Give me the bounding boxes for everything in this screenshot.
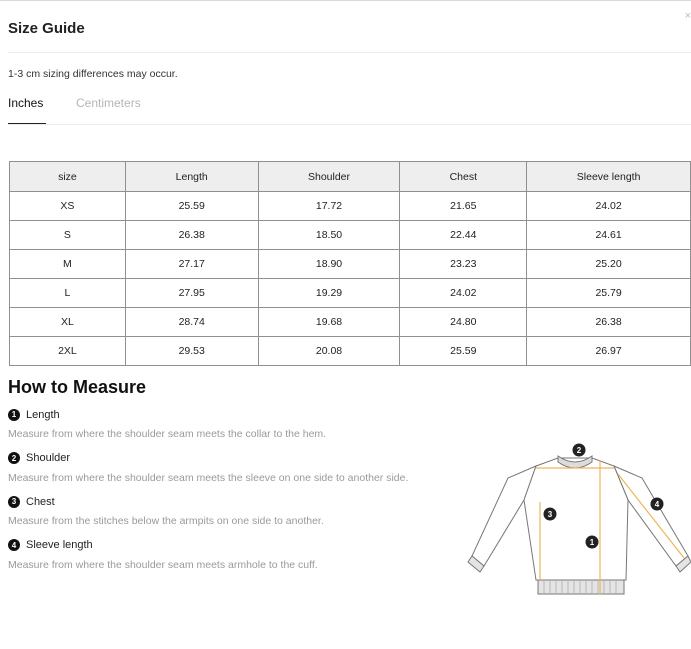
table-cell: 17.72: [258, 192, 400, 221]
table-cell: 24.80: [400, 308, 527, 337]
table-row: [10, 192, 691, 221]
tabs-divider: [8, 124, 691, 125]
table-cell: 19.68: [258, 308, 400, 337]
measure-label: Chest: [26, 495, 55, 508]
measure-item-chest: [8, 493, 468, 537]
tab-inches-label: Inches: [8, 96, 44, 110]
hem-ribbing: [538, 580, 624, 594]
sweater-measurement-diagram: [466, 438, 691, 600]
table-row: [10, 279, 691, 308]
sizing-note: 1-3 cm sizing differences may occur.: [8, 68, 178, 80]
table-row: [10, 308, 691, 337]
marker-label: 1: [589, 538, 595, 547]
table-row: [10, 221, 691, 250]
number-4-icon: 4: [8, 539, 20, 551]
column-header-length: Length: [125, 162, 258, 192]
close-button[interactable]: ×: [684, 10, 691, 22]
table-cell: S: [10, 221, 126, 250]
measure-item-shoulder: [8, 450, 468, 494]
table-row: [10, 250, 691, 279]
measure-label: Length: [26, 408, 60, 421]
table-cell: 2XL: [10, 337, 126, 366]
table-cell: 21.65: [400, 192, 527, 221]
table-cell: 26.38: [527, 308, 691, 337]
table-cell: L: [10, 279, 126, 308]
table-cell: 24.61: [527, 221, 691, 250]
table-cell: 25.79: [527, 279, 691, 308]
measure-description: Measure from where the shoulder seam meets armhole to the cuff.: [8, 558, 318, 571]
measure-label: Shoulder: [26, 452, 71, 464]
unit-tabs: [8, 96, 691, 126]
table-cell: 28.74: [125, 308, 258, 337]
number-2-icon: 2: [8, 452, 20, 464]
tab-inches[interactable]: [8, 96, 43, 118]
table-cell: 27.17: [125, 250, 258, 279]
column-header-chest: Chest: [400, 162, 527, 192]
table-cell: 18.90: [258, 250, 400, 279]
marker-label: 4: [654, 500, 660, 509]
tab-centimeters[interactable]: [76, 96, 141, 118]
table-cell: 20.08: [258, 337, 400, 366]
column-header-sleeve-length: Sleeve length: [527, 162, 691, 192]
measure-description: Measure from where the shoulder seam meets the collar to the hem.: [8, 428, 327, 440]
table-cell: 24.02: [527, 192, 691, 221]
measure-list: [8, 406, 468, 580]
header-divider: [8, 52, 691, 53]
marker-label: 2: [576, 446, 582, 455]
table-cell: 18.50: [258, 221, 400, 250]
number-3-icon: 3: [8, 496, 20, 508]
table-cell: 26.97: [527, 337, 691, 366]
column-header-size: size: [10, 162, 126, 192]
table-cell: 19.29: [258, 279, 400, 308]
table-cell: 25.59: [125, 192, 258, 221]
size-table: [9, 161, 691, 366]
table-cell: 25.20: [527, 250, 691, 279]
page-title: Size Guide: [8, 20, 85, 37]
table-cell: 29.53: [125, 337, 258, 366]
measure-label: Sleeve length: [26, 539, 93, 551]
top-divider: [0, 0, 691, 1]
table-cell: XS: [10, 192, 126, 221]
table-cell: 27.95: [125, 279, 258, 308]
measure-item-length: [8, 406, 468, 450]
table-header-row: [10, 162, 691, 192]
table-cell: XL: [10, 308, 126, 337]
table-cell: 23.23: [400, 250, 527, 279]
column-header-shoulder: Shoulder: [258, 162, 400, 192]
table-row: [10, 337, 691, 366]
measure-item-sleeve-length: [8, 537, 468, 581]
table-cell: 24.02: [400, 279, 527, 308]
table-cell: 25.59: [400, 337, 527, 366]
table-cell: M: [10, 250, 126, 279]
measure-description: Measure from where the shoulder seam meets the sleeve on one side to another side.: [8, 471, 409, 484]
tab-centimeters-label: Centimeters: [76, 96, 141, 110]
marker-label: 3: [547, 510, 553, 519]
measure-description: Measure from the stitches below the armpits on one side to another.: [8, 515, 324, 527]
number-1-icon: 1: [8, 409, 20, 421]
table-cell: 26.38: [125, 221, 258, 250]
how-to-measure-title: How to Measure: [8, 377, 147, 397]
table-cell: 22.44: [400, 221, 527, 250]
